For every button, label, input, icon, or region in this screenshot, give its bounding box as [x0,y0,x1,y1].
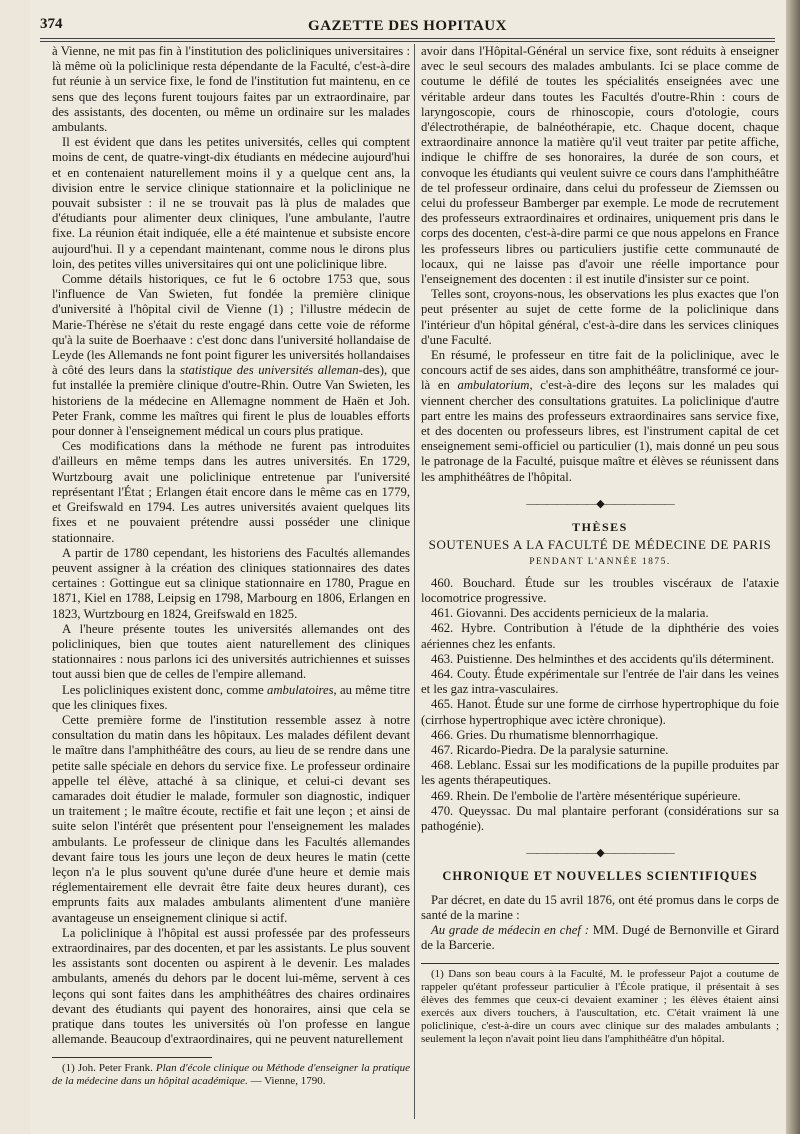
section-separator: ———————◆——————— [526,847,674,860]
paragraph: Ces modifications dans la méthode ne furent pas introduites d'ailleurs en même temps dans les autres universités. En 1729, Wurtzbourg avait une policlinique entretenue par l'université représentant l'État ; Erlangen était encore dans le même cas en 1779, et Greifswald en 1794. Les autres universités avaient quelques lits fixes et ne pouvaient prétendre aussi posséder une clinique stationnaire. [52,439,410,545]
right-column [421,44,779,1119]
thesis-item: 460. Bouchard. Étude sur les troubles viscéraux de l'ataxie locomotrice progressive. [421,575,779,605]
thesis-item: 466. Gries. Du rhumatisme blennorrhagique. [431,727,659,742]
italic-word: ambulatoires [267,682,334,697]
paragraph: Comme détails historiques, ce fut le 6 octobre 1753 que, sous l'influence de Van Swieten, fut fondée la première clinique d'université à l'hôpital civil de Vienne (1) ; l'illustre médecin de Marie-Thérèse ne s'était du reste engagé dans cette voie de réforme qu'à la suite de Boerhaave : c'est donc dans l'université hollandaise de Leyde (les Allemands ne font point figurer les universités hollandaises à côté des leurs dans la statistique des universités alleman-des), que fut installée la première clinique d'outre-Rhin. Outre Van Swieten, les historiens de la médecine en Allemagne nomment de Haën et Joh. Peter Frank, comme les maîtres qui firent le plus de louables efforts pour donner à l'enseignement médical un cours plus pratique. [52,272,410,439]
left-column [52,44,410,1119]
page-number: 374 [40,16,63,32]
footnote-rule [52,1057,212,1058]
thesis-item: 463. Puistienne. Des helminthes et des accidents qu'ils déterminent. [431,651,775,666]
paragraph: à Vienne, ne mit pas fin à l'institution des policliniques universitaires : là même où la policlinique resta dépendante de la Faculté, c'est-à-dire fut réunie à un service fixe, le fond de l'institution fut maintenu, en ce sens que des leçons furent toujours faites par un extraordinaire, par des assistants, des docenten, ou même un ordinaire sur les malades ambulants. [52,44,410,135]
theses-title: THÈSES [572,520,628,535]
theses-subtitle: SOUTENUES A LA FACULTÉ DE MÉDECINE DE PARIS [428,537,772,553]
thesis-item: 468. Leblanc. Essai sur les modifications de la pupille produites par les agents thérapeutiques. [421,758,779,788]
paragraph: A l'heure présente toutes les universités allemandes ont des policliniques, bien que toutes aient naturellement des cliniques stationnaires : nous parlons ici des universités autrichiennes et suisses tout aussi bien que de celles de l'empire allemand. [52,621,410,682]
page-header [30,16,785,38]
thesis-item: 470. Queyssac. Du mal plantaire perforant (considérations sur sa pathogénie). [421,803,779,833]
newspaper-page [30,0,785,1134]
theses-period: PENDANT L'ANNÉE 1875. [529,556,671,567]
thesis-item: 464. Couty. Étude expérimentale sur l'entrée de l'air dans les veines et les gaz intra-vasculaires. [421,666,779,697]
thesis-item: 465. Hanot. Étude sur une forme de cirrhose hypertrophique du foie (cirrhose hypertrophique avec ictère chronique). [421,697,779,727]
paragraph: La policlinique à l'hôpital est aussi professée par des professeurs extraordinaires, par des docenten, et par les assistants. Le plus souvent les assistants sont docenten ou aspirent à le devenir. Les malades ambulants, amenés du dehors par le docent lui-même, servent à ces leçons qui sont faites dans les amphithéâtres des chaires ordinaires devant des étudiants qui payent des honoraires, ainsi que cela se pratique dans toutes les universités où l'on professe en langue allemande. Beaucoup d'extraordinaires, qui ne peuvent naturellement [52,925,410,1047]
paragraph: En résumé, le professeur en titre fait de la policlinique, avec le concours actif de ses aides, dans son amphithéâtre, transformé ce jour-là en ambulatorium, c'est-à-dire des leçons sur les malades qui viennent chercher des consultations gratuites. La policlinique d'autre part entre les mains des professeurs extraordinaires sans service fixe, et des docenten ou professeurs libres, est l'instrument capital de cet enseignement semi-officiel ou particulier (1), mais donné un peu sous le patronage de la Faculté, puisque maître et élèves se réunissent dans les amphithéâtres de l'hôpital. [421,348,779,484]
paragraph: Telles sont, croyons-nous, les observations les plus exactes que l'on peut présenter au sujet de cette forme de la policlinique dans l'intérieur d'un hôpital général, c'est-à-dire dans les services cliniques d'une Faculté. [421,287,779,347]
paragraph: Au grade de médecin en chef : MM. Dugé de Bernonville et Girard de la Barcerie. [421,922,779,953]
header-rule [40,38,775,39]
footnote-rule [421,963,779,964]
paragraph: A partir de 1780 cependant, les historiens des Facultés allemandes peuvent assigner à la création des cliniques stationnaires des dates certaines : Gottingue eut sa clinique stationnaire en 1780, Prague en 1871, Kiel en 1788, Leipsig en 1798, Marbourg en 1806, Erlangen en 1823, Wurtzbourg en 1824, Greifswald en 1825. [52,545,410,621]
paragraph: Il est évident que dans les petites universités, celles qui comptent moins de cent, de quatre-vingt-dix étudiants en médecine aujourd'hui et en contenaient naturellement moins il y a quelque cent ans, la division entre le service clinique stationnaire et la policlinique ne pouvait subsister : il ne se trouvait pas là plus de malades que d'étudiants pour alimenter deux cliniques, l'une ambulante, l'autre fixe. La réunion était indiquée, elle a été maintenue et subsiste encore aujourd'hui. Il y a cependant maintenant, comme nous le dirons plus loin, des petites villes universitaires qui ont une policlinique libre. [52,135,410,271]
thesis-item: 461. Giovanni. Des accidents pernicieux de la malaria. [431,606,709,621]
chronique-title: CHRONIQUE ET NOUVELLES SCIENTIFIQUES [442,869,758,884]
thesis-item: 467. Ricardo-Piedra. De la paralysie saturnine. [431,742,669,757]
paragraph: avoir dans l'Hôpital-Général un service fixe, sont réduits à enseigner avec le seul secours des malades ambulants. Ici se place comme de coutume le défilé de toutes les spécialités enseignées avec une véritable ardeur dans toutes les Facultés d'outre-Rhin : cours de laryngoscopie, cours de rhinoscopie, cours d'otologie, cours d'électrothérapie, de balnéothérapie, etc. Chaque docent, chaque extraordinaire annonce la matière qu'il veut traiter par petite affiche, indique le chiffre de ses honoraires, la durée de son cours, et convoque les étudiants qui veulent suivre ce cours dans l'amphithéâtre de tel professeur ordinaire, dans celui du professeur de Ziemssen ou celui du professeur Bamberger par exemple. Le mode de recrutement des professeurs extraordinaires et ordinaires, uniquement pris dans le corps des docenten, c'est-à-dire parmi ce que nous appelons en France les professeurs libres ou particuliers justifie cette communauté de locaux, qui ne laisse pas d'avoir une réelle importance pour l'enseignement des docenten : il est inutile d'insister sur ce point. [421,44,779,287]
thesis-item: 469. Rhein. De l'embolie de l'artère mésentérique supérieure. [431,788,741,803]
italic-title: statistique des universités alleman- [180,363,363,378]
header-rule-double [40,41,775,42]
column-divider [414,44,415,1119]
running-title: GAZETTE DES HOPITAUX [308,18,507,34]
paragraph: Par décret, en date du 15 avril 1876, ont été promus dans le corps de santé de la marine : [421,892,779,922]
page-binding-edge [786,0,800,1134]
footnote: (1) Joh. Peter Frank. Plan d'école clinique ou Méthode d'enseigner la pratique de la médecine dans un hôpital académique. — Vienne, 1790. [52,1062,410,1088]
paragraph: Cette première forme de l'institution ressemble assez à notre consultation du matin dans les hôpitaux. Les malades défilent devant le maître dans l'amphithéâtre des cours, au lieu de se rendre dans une petite salle spéciale en dehors du service fixe. Le professeur ordinaire appelle tel élève, attaché à sa clinique, et celui-ci devant ses camarades doit étudier le malade, formuler son diagnostic, indiquer un traitement ; le maître écoute, rectifie et fait une leçon ; et ainsi de suite selon l'intérêt que présentent pour l'enseignement les malades ambulants. Le professeur de clinique dans les Facultés allemandes devant faire tous les jours une leçon de deux heures le matin (cette leçon n'a le plus souvent qu'une durée d'une heure et demie mais réglementairement elle devrait être faite deux heures durant), ces emprunts faits aux malades ambulants alimentent d'une manière avantageuse un enseignement clinique si actif. [52,712,410,925]
footnote: (1) Dans son beau cours à la Faculté, M. le professeur Pajot a coutume de rappeler qu'étant professeur particulier à l'École pratique, il présentait à ses élèves des femmes que ceux-ci devaient examiner ; les élèves étaient ainsi exercés aux divers touchers, à l'auscultation, etc. C'était vraiment là une policlinique, c'est-à-dire un cours avec clinique sur des malades ambulants ; seulement la leçon n'avait point lieu dans l'amphithéâtre d'un hôpital. [421,968,779,1046]
section-separator: ———————◆——————— [526,497,674,510]
paragraph: Les policliniques existent donc, comme ambulatoires, au même titre que les cliniques fixes. [52,682,410,712]
thesis-item: 462. Hybre. Contribution à l'étude de la diphthérie des voies aériennes chez les enfants. [421,621,779,651]
